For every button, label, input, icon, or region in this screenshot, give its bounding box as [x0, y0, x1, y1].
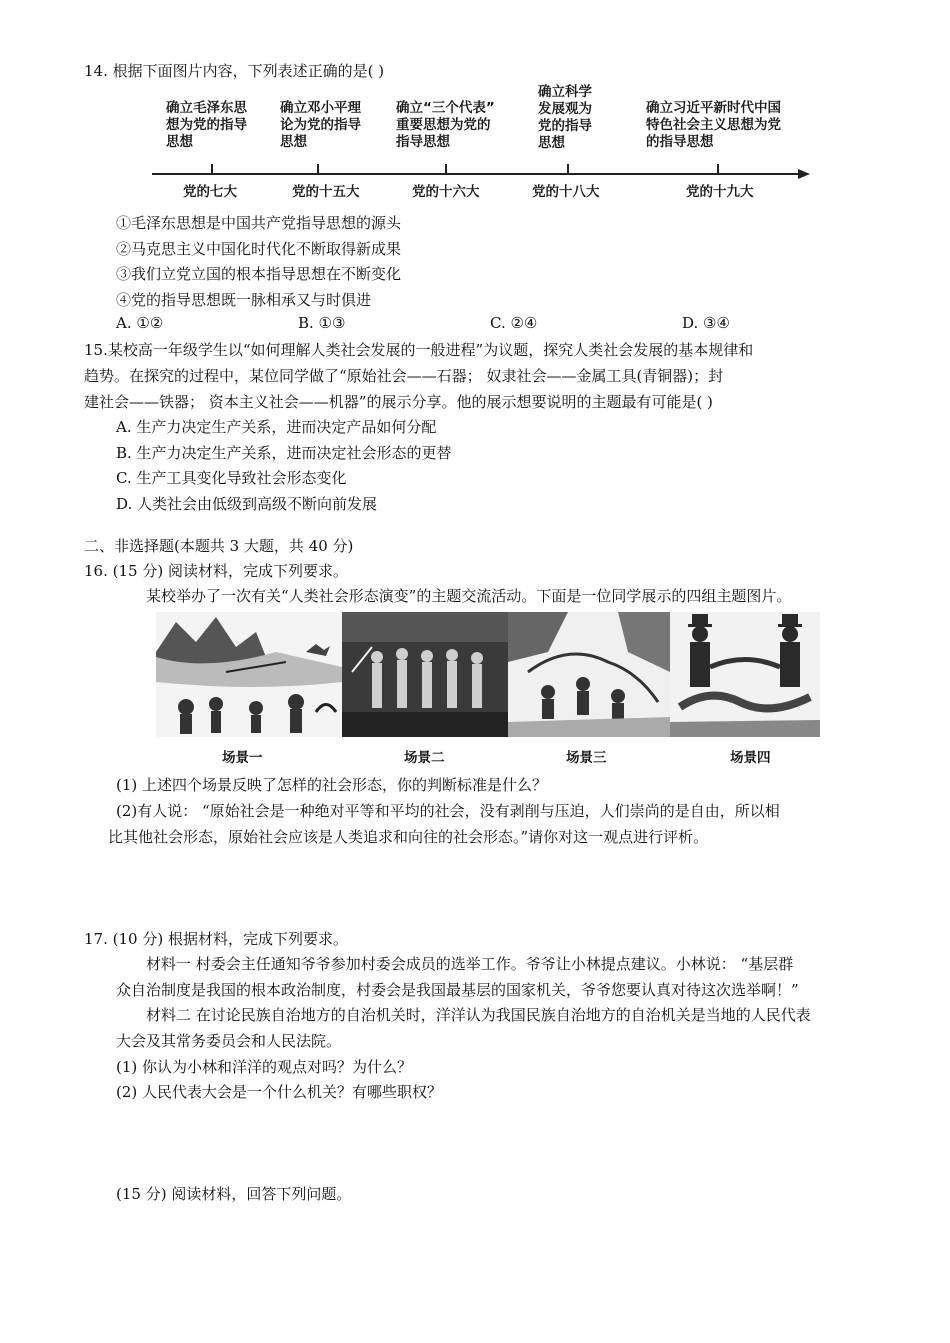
q17-material-1-line-1: 材料一 村委会主任通知爷爷参加村委会成员的选举工作。爷爷让小林提点建议。小林说： “基层群: [146, 955, 794, 973]
scene-4-image: [670, 612, 820, 737]
q17-material-2-line-1: 材料二 在讨论民族自治地方的自治机关时，洋洋认为我国民族自治地方的自治机关是当地的人民代表: [146, 1006, 811, 1024]
scene-3-image: [508, 612, 670, 737]
q14-stem: 14. 根据下面图片内容，下列表述正确的是( ): [84, 62, 385, 80]
q14-option-a[interactable]: A. ①②: [116, 314, 164, 332]
q14-statement-4: ④党的指导思想既一脉相承又与时俱进: [116, 291, 372, 309]
q16-sub-2-line-2: 比其他社会形态，原始社会应该是人类追求和向往的社会形态。”请你对这一观点进行评析。: [108, 828, 709, 846]
scene-3-caption: 场景三: [566, 750, 607, 766]
timeline-node-5: 党的十九大: [686, 184, 754, 200]
q17-sub-1: (1) 你认为小林和洋洋的观点对吗？为什么？: [116, 1058, 413, 1076]
timeline-node-1: 党的七大: [183, 184, 237, 200]
q16-intro: 某校举办了一次有关“人类社会形态演变”的主题交流活动。下面是一位同学展示的四组主题图片。: [146, 587, 792, 605]
q17-material-2-line-2: 大会及其常务委员会和人民法院。: [116, 1032, 342, 1050]
q14-statement-3: ③我们立党立国的根本指导思想在不断变化: [116, 265, 402, 283]
timeline-node-2: 党的十五大: [292, 184, 360, 200]
q17-stem: 17. (10 分) 根据材料，完成下列要求。: [84, 930, 348, 948]
q18-stem: (15 分) 阅读材料，回答下列问题。: [116, 1185, 352, 1203]
q15-option-a[interactable]: A. 生产力决定生产关系，进而决定产品如何分配: [116, 418, 437, 436]
q17-material-1-line-2: 众自治制度是我国的根本政治制度，村委会是我国最基层的国家机关，爷爷您要认真对待这次选举啊！”: [116, 981, 799, 999]
q15-option-c[interactable]: C. 生产工具变化导致社会形态变化: [116, 469, 347, 487]
timeline-label-4: 确立科学 发展观为 党的指导 思想: [538, 84, 592, 151]
scene-4-caption: 场景四: [730, 750, 771, 766]
section-2-heading: 二、非选择题(本题共 3 大题，共 40 分): [84, 537, 354, 555]
q17-sub-2: (2) 人民代表大会是一个什么机关？有哪些职权？: [116, 1083, 443, 1101]
q14-option-b[interactable]: B. ①③: [298, 314, 346, 332]
q15-line-1: 15.某校高一年级学生以“如何理解人类社会发展的一般进程”为议题，探究人类社会发展的基本规律和: [84, 341, 754, 359]
q14-option-d[interactable]: D. ③④: [682, 314, 730, 332]
q14-statement-1: ①毛泽东思想是中国共产党指导思想的源头: [116, 214, 402, 232]
timeline-node-3: 党的十六大: [412, 184, 480, 200]
q15-option-b[interactable]: B. 生产力决定生产关系，进而决定社会形态的更替: [116, 444, 452, 462]
timeline-label-2: 确立邓小平理 论为党的指导 思想: [280, 100, 361, 150]
scene-1-image: [156, 612, 342, 737]
timeline-label-5: 确立习近平新时代中国 特色社会主义思想为党 的指导思想: [646, 100, 781, 150]
scene-2-caption: 场景二: [404, 750, 445, 766]
q16-sub-2-line-1: (2)有人说： “原始社会是一种绝对平等和平均的社会，没有剥削与压迫，人们崇尚的是自由，所以相: [116, 802, 780, 820]
q15-line-3: 建社会——铁器； 资本主义社会——机器”的展示分享。他的展示想要说明的主题最有可能是( ): [84, 393, 713, 411]
q15-line-2: 趋势。在探究的过程中，某位同学做了“原始社会——石器； 奴隶社会——金属工具(青铜器)；封: [84, 367, 724, 385]
timeline-label-3: 确立“三个代表” 重要思想为党的 指导思想: [396, 100, 495, 150]
timeline-node-4: 党的十八大: [532, 184, 600, 200]
scene-2-image: [342, 612, 508, 737]
q15-option-d[interactable]: D. 人类社会由低级到高级不断向前发展: [116, 495, 378, 513]
scene-1-caption: 场景一: [222, 750, 263, 766]
q16-sub-1: (1) 上述四个场景反映了怎样的社会形态，你的判断标准是什么？: [116, 776, 548, 794]
q14-option-c[interactable]: C. ②④: [490, 314, 538, 332]
timeline-label-1: 确立毛泽东思 想为党的指导 思想: [166, 100, 247, 150]
q14-statement-2: ②马克思主义中国化时代化不断取得新成果: [116, 240, 402, 258]
q16-stem: 16. (15 分) 阅读材料，完成下列要求。: [84, 562, 348, 580]
